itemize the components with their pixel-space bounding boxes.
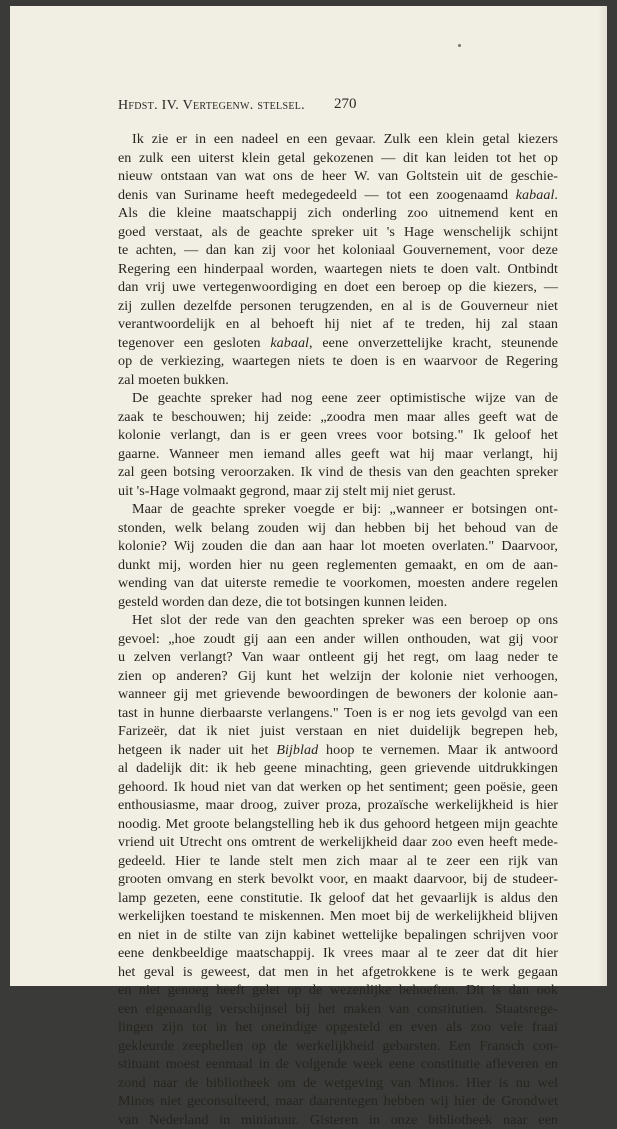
text-line: hetgeen ik nader uit het Bijblad hoop te vernemen. Maar ik antwoord — [118, 741, 558, 760]
text-line: zal moeten bukken. — [118, 371, 558, 390]
text-line: stonden, welk belang zouden wij dan hebben bij het behoud van de — [118, 519, 558, 538]
body-text — [118, 130, 558, 1129]
text-line: noodig. Met groote belangstelling heb ik dus gehoord hetgeen mijn geachte — [118, 815, 558, 834]
text-line: Het slot der rede van den geachten spreker was een beroep op ons — [118, 611, 558, 630]
text-line: uit 's-Hage volmaakt gegrond, maar zij stelt mij niet gerust. — [118, 482, 558, 501]
text-line: Regering een hinderpaal worden, waartegen niets te doen valt. Ontbindt — [118, 260, 558, 279]
text-line: van Nederland in miniatuur. Gisteren in onze bibliotheek naar een — [118, 1111, 558, 1129]
text-line: De geachte spreker had nog eene zeer optimistische wijze van de — [118, 389, 558, 408]
text-line: en zulk een uiterst klein getal gekozenen — dit kan leiden tot het op — [118, 149, 558, 168]
text-line: een eigenaardig verschijnsel bij het maken van constitutien. Staatsrege- — [118, 1000, 558, 1019]
text-line: u zelven verlangt? Van waar ontleent gij het regt, om laag neder te — [118, 648, 558, 667]
text-line: Farizeër, dat ik niet juist verstaan en niet duidelijk begrepen heb, — [118, 722, 558, 741]
text-line: zij zullen dezelfde personen terugzenden, en al is de Gouverneur niet — [118, 297, 558, 316]
text-line: gesteld worden dan deze, die tot botsingen kunnen leiden. — [118, 593, 558, 612]
text-line: gaarne. Wanneer men iemand alles geeft wat hij maar verlangt, hij — [118, 445, 558, 464]
text-line: werkelijken toestand te miskennen. Men moet bij de werkelijkheid blijven — [118, 907, 558, 926]
text-line: Als die kleine maatschappij zich onderling zoo uitnemend kent en — [118, 204, 558, 223]
text-line: Minos niet geconsulteerd, maar daarentegen hebben wij hier de Grondwet — [118, 1092, 558, 1111]
text-line: gevoel: „hoe zoudt gij aan een ander willen onthouden, wat gij voor — [118, 630, 558, 649]
text-line: gehoord. Ik houd niet van dat werken op het sentiment; geen poësie, geen — [118, 778, 558, 797]
text-line: lamp gezeten, eene constitutie. Ik geloof dat het gevaarlijk is aldus den — [118, 889, 558, 908]
text-line: denis van Suriname heeft medegedeeld — tot een zoogenaamd kabaal. — [118, 186, 558, 205]
text-line: en niet in de stilte van zijn kabinet wettelijke bepalingen schrijven voor — [118, 926, 558, 945]
text-line: dunkt mij, worden hier nu geen reglementen gemaakt, en om de aan- — [118, 556, 558, 575]
text-line: zaak te beschouwen; hij zeide: „zoodra men maar alles geeft wat de — [118, 408, 558, 427]
text-line: dan vrij uwe vertegenwoordiging en doet een beroep op die kiezers, — — [118, 278, 558, 297]
page-number: 270 — [334, 96, 357, 113]
paper-speck — [458, 44, 461, 47]
chapter-title: Hfdst. IV. Vertegenw. stelsel. — [118, 98, 305, 113]
text-line: tegenover een gesloten kabaal, eene onverzettelijke kracht, steunende — [118, 334, 558, 353]
text-line: het geval is geweest, dat men in het afgetrokkene is te werk gegaan — [118, 963, 558, 982]
text-line: zal geen botsing veroorzaken. Ik vind de thesis van den geachten spreker — [118, 463, 558, 482]
text-line: al dadelijk dit: ik heb geene minachting, geen grievende uitdrukkingen — [118, 759, 558, 778]
text-line: wending van dat uiterste remedie te voorkomen, moesten andere regelen — [118, 574, 558, 593]
text-line: kolonie verlangt, dan is er geen vrees voor botsing." Ik geloof het — [118, 426, 558, 445]
text-line: op de verkiezing, waartegen niets te doen is en waarvoor de Regering — [118, 352, 558, 371]
page-edge-shadow — [599, 6, 607, 986]
text-line: grooten omvang en sterk bevolkt voor, en maakt daarvoor, bij de studeer- — [118, 870, 558, 889]
text-line: gekleurde zeepbellen op de werkelijkheid gebarsten. Een Fransch con- — [118, 1037, 558, 1056]
text-line: eene denkbeeldige maatschappij. Ik vrees maar al te zeer dat dit hier — [118, 944, 558, 963]
text-line: Maar de geachte spreker voegde er bij: „wanneer er botsingen ont- — [118, 500, 558, 519]
text-line: goed verstaat, als de geachte spreker uit 's Hage wenschelijk schijnt — [118, 223, 558, 242]
text-line: te achten, — dan kan zij voor het koloniaal Gouvernement, voor deze — [118, 241, 558, 260]
text-line: stituant moest eenmaal in de volgende week eene constitutie afleveren en — [118, 1055, 558, 1074]
text-line: enthousiasme, maar droog, zuiver proza, prozaïsche werkelijkheid is hier — [118, 796, 558, 815]
text-line: en niet genoeg heeft gelet op de wezenlijke behoeften. Dit is dan ook — [118, 981, 558, 1000]
text-line: Ik zie er in een nadeel en een gevaar. Zulk een klein getal kiezers — [118, 130, 558, 149]
text-line: gedeeld. Hier te lande stelt men zich maar al te zeer een rijk van — [118, 852, 558, 871]
text-line: verantwoordelijk en al behoeft hij niet af te treden, hij zal staan — [118, 315, 558, 334]
text-line: zond naar de bibliotheek om de wetgeving van Minos. Hier is nu wel — [118, 1074, 558, 1093]
text-line: wanneer gij met grievende bewoordingen de bewoners der kolonie aan- — [118, 685, 558, 704]
text-line: nieuw ontstaan van wat ons de heer W. van Goltstein uit de geschie- — [118, 167, 558, 186]
text-line: zien op anderen? Gij kunt het welzijn der kolonie niet verhoogen, — [118, 667, 558, 686]
text-line: kolonie? Wij zouden die dan aan haar lot moeten overlaten." Daarvoor, — [118, 537, 558, 556]
text-line: vriend uit Utrecht ons omtrent de werkelijkheid daar zoo even heeft mede- — [118, 833, 558, 852]
text-line: tast in hunne dierbaarste verlangens." Toen is er nog iets gevolgd van een — [118, 704, 558, 723]
book-page — [10, 6, 607, 986]
text-line: lingen zijn tot in het oneindige opgesteld en even als zoo vele fraai — [118, 1018, 558, 1037]
running-header — [118, 96, 378, 118]
